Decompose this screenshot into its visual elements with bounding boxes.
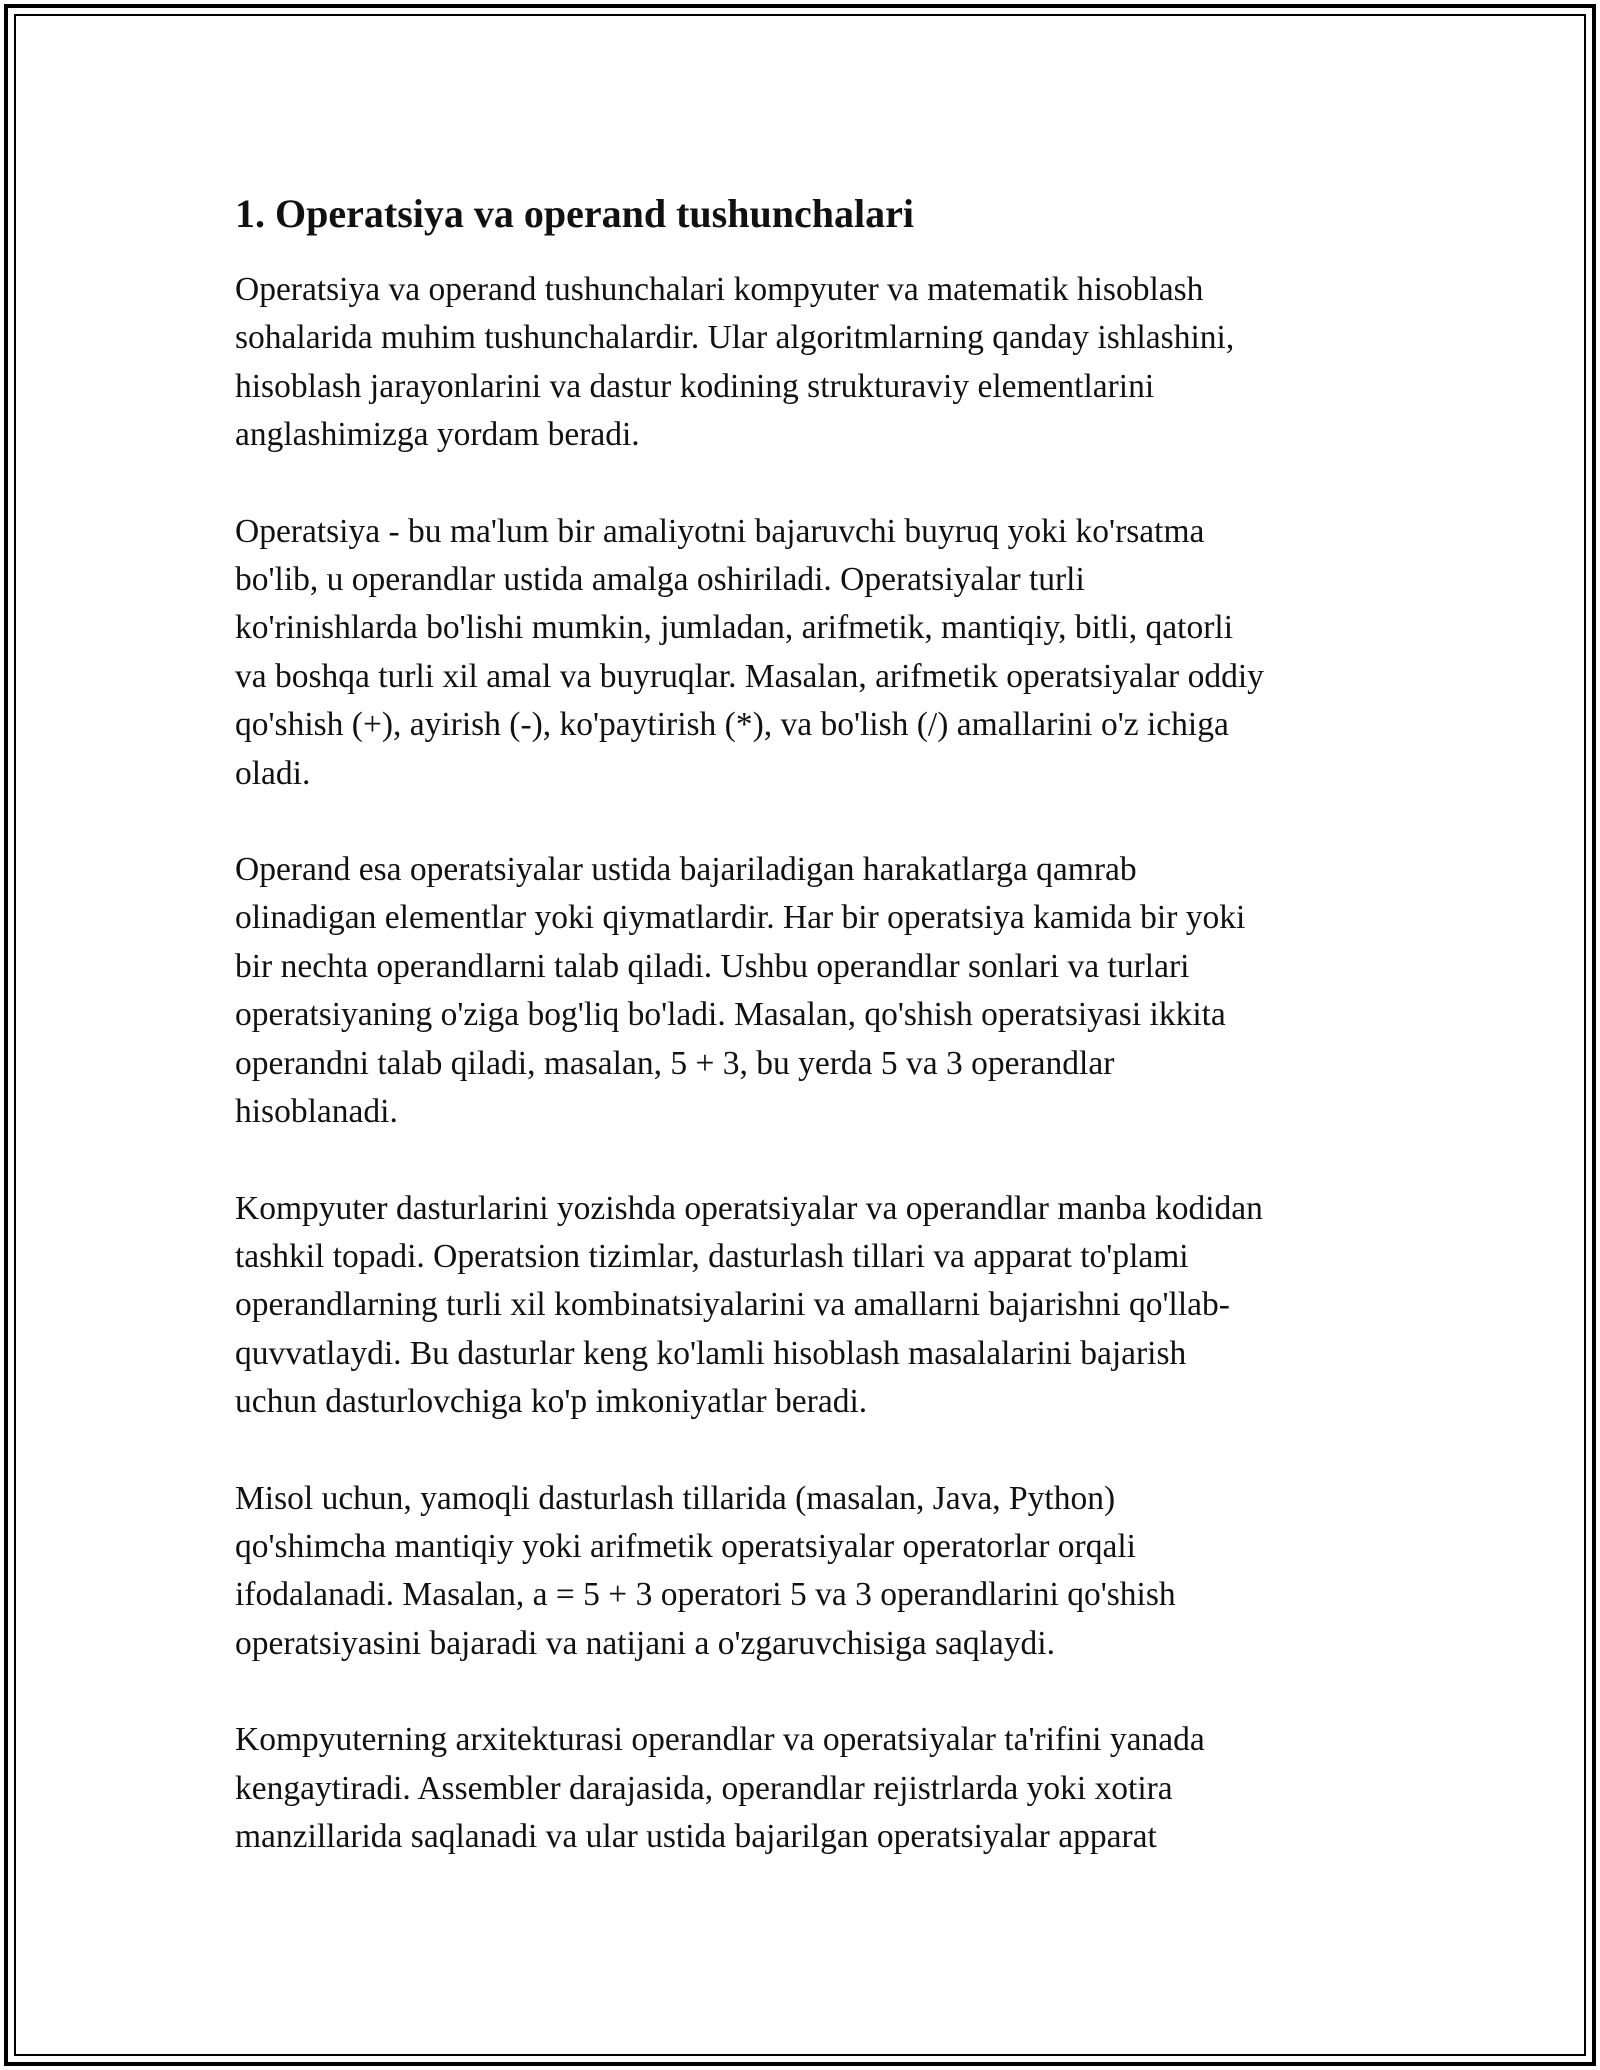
paragraph-5 — [235, 1475, 1375, 1669]
paragraph-line: anglashimizga yordam beradi. — [235, 416, 640, 454]
document-body — [235, 186, 1375, 1909]
paragraph-line: hisoblash jarayonlarini va dastur kodining strukturaviy elementlarini — [235, 367, 1155, 405]
paragraph-line: qo'shish (+), ayirish (-), ko'paytirish (*), va bo'lish (/) amallarini o'z ichiga — [235, 706, 1229, 744]
paragraph-line: Misol uchun, yamoqli dasturlash tillarida (masalan, Java, Python) — [235, 1479, 1116, 1517]
paragraph-line: Operatsiya - bu ma'lum bir amaliyotni bajaruvchi buyruq yoki ko'rsatma — [235, 512, 1205, 550]
paragraph-1 — [235, 266, 1375, 460]
paragraph-line: oladi. — [235, 754, 311, 792]
paragraph-list — [235, 266, 1375, 1861]
paragraph-line: operandlarning turli xil kombinatsiyalarini va amallarni bajarishni qo'llab- — [235, 1286, 1230, 1324]
paragraph-line: ko'rinishlarda bo'lishi mumkin, jumladan, arifmetik, mantiqiy, bitli, qatorli — [235, 609, 1233, 647]
paragraph-line: Operatsiya va operand tushunchalari kompyuter va matematik hisoblash — [235, 271, 1204, 308]
paragraph-line: operandni talab qiladi, masalan, 5 + 3, bu yerda 5 va 3 operandlar — [235, 1044, 1115, 1082]
paragraph-line: Kompyuter dasturlarini yozishda operatsiyalar va operandlar manba kodidan — [235, 1189, 1263, 1227]
paragraph-line: Kompyuterning arxitekturasi operandlar va operatsiyalar ta'rifini yanada — [235, 1721, 1205, 1759]
paragraph-line: kengaytiradi. Assembler darajasida, operandlar rejistrlarda yoki xotira — [235, 1769, 1173, 1807]
paragraph-3 — [235, 846, 1375, 1136]
paragraph-line: manzillarida saqlanadi va ular ustida bajarilgan operatsiyalar apparat — [235, 1817, 1157, 1855]
paragraph-line: olinadigan elementlar yoki qiymatlardir. Har bir operatsiya kamida bir yoki — [235, 899, 1246, 937]
paragraph-line: hisoblanadi. — [235, 1093, 398, 1131]
paragraph-6 — [235, 1716, 1375, 1861]
section-heading: 1. Operatsiya va operand tushunchalari — [235, 191, 914, 236]
paragraph-line: operatsiyaning o'ziga bog'liq bo'ladi. Masalan, qo'shish operatsiyasi ikkita — [235, 996, 1226, 1034]
paragraph-line: operatsiyasini bajaradi va natijani a o'zgaruvchisiga saqlaydi. — [235, 1624, 1055, 1662]
paragraph-line: bir nechta operandlarni talab qiladi. Ushbu operandlar sonlari va turlari — [235, 947, 1190, 985]
paragraph-line: Operand esa operatsiyalar ustida bajariladigan harakatlarga qamrab — [235, 851, 1137, 889]
paragraph-line: ifodalanadi. Masalan, a = 5 + 3 operatori 5 va 3 operandlarini qo'shish — [235, 1576, 1176, 1614]
paragraph-4 — [235, 1185, 1375, 1427]
paragraph-line: quvvatlaydi. Bu dasturlar keng ko'lamli hisoblash masalalarini bajarish — [235, 1334, 1187, 1372]
paragraph-line: tashkil topadi. Operatsion tizimlar, dasturlash tillari va apparat to'plami — [235, 1237, 1189, 1275]
paragraph-line: uchun dasturlovchiga ko'p imkoniyatlar beradi. — [235, 1383, 868, 1421]
paragraph-2 — [235, 508, 1375, 798]
paragraph-line: qo'shimcha mantiqiy yoki arifmetik operatsiyalar operatorlar orqali — [235, 1527, 1136, 1565]
paragraph-line: va boshqa turli xil amal va buyruqlar. Masalan, arifmetik operatsiyalar oddiy — [235, 657, 1264, 695]
paragraph-line: bo'lib, u operandlar ustida amalga oshiriladi. Operatsiyalar turli — [235, 561, 1085, 599]
paragraph-line: sohalarida muhim tushunchalardir. Ular algoritmlarning qanday ishlashini, — [235, 319, 1235, 357]
